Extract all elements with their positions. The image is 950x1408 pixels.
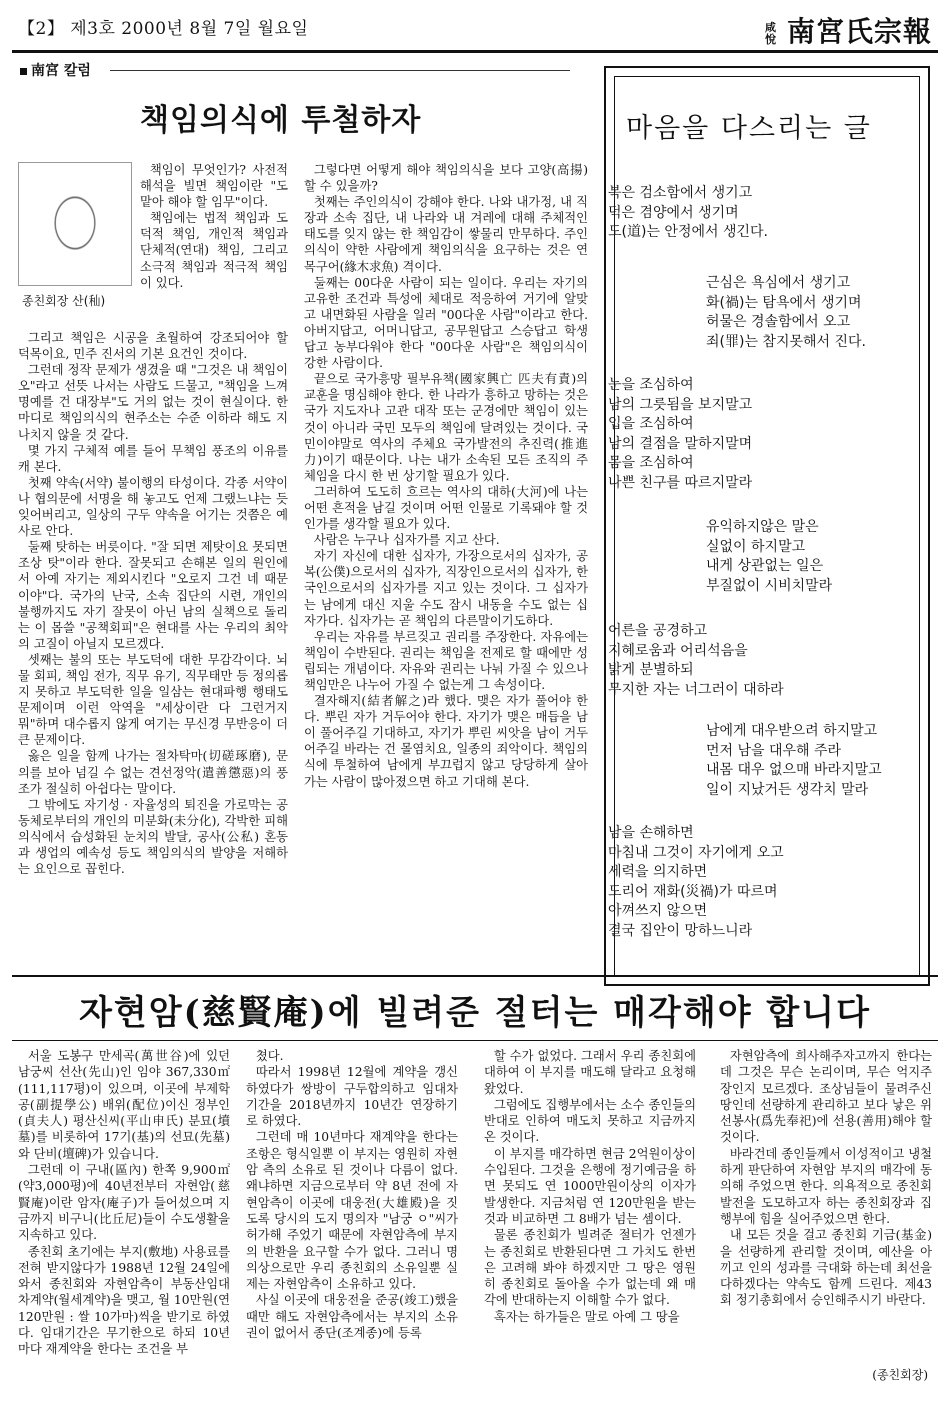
article1-col1 <box>18 330 288 877</box>
poem-line: 몸을 조심하여 <box>608 455 694 471</box>
paragraph: 그럼에도 집행부에서는 소수 종인들의 반대로 인하여 매도치 못하고 지금까지 온 것이다. <box>484 1097 696 1145</box>
paragraph: 자현암측에 희사해주자고까지 한다는데 그것은 무슨 논리이며, 무슨 억지주장인지 모르겠다. 조상님들이 물려주신 땅인데 선량하게 관리하고 보다 낳은 위선봉사(爲先奉祀)에 선용(善用)해야 할 것이다. <box>720 1049 932 1145</box>
poem-line: 밝게 분별하되 <box>608 662 694 678</box>
poem-line: 아껴쓰지 않으면 <box>608 903 708 919</box>
poem-line: 유익하지않은 말은 <box>706 519 819 535</box>
poem-stanza <box>706 274 866 352</box>
paragraph: 셋째는 불의 또는 부도덕에 대한 무감각이다. 뇌물 회피, 책임 전가, 직무 유기, 직무태만 등 정의롭지 못하고 부도덕한 일을 일삼는 현대파행 행태도 문제이며 이런 악역을 "세상이란 다 그런거지 뭐"하며 대수롭지 않게 여기는 무신경 무반응이 더 큰 문제이다. <box>18 652 288 748</box>
poem-line: 남에게 대우받으려 하지말고 <box>706 723 878 739</box>
poem-line: 남의 그릇됨을 보지말고 <box>608 396 753 413</box>
paragraph: 그런데 이 구내(區內) 한쪽 9,900㎡(약3,000평)에 40년전부터 자현암(慈賢庵)이란 암자(庵子)가 들어섰으며 지금까지 비구니(比丘尼)들이 수도생활을 지속하고 있다. <box>18 1163 230 1243</box>
paragraph: 종친회 초기에는 부지(敷地) 사용료를 전혀 받지않다가 1988년 12월 24일에 와서 종친회와 자현암측이 부동산임대차계약(월세계약)을 맺고, 월 10만원(연 120만원 : 쌀 10가마)씩을 받기로 하였다. 임대기간은 무기한으로 하되 10년마다 재계약을 한다는 조건을 부 <box>18 1244 230 1357</box>
paragraph: 쳤다. <box>255 1049 284 1063</box>
poem-line: 도(道)는 안정에서 생긴다. <box>608 224 768 240</box>
poem-line: 세력을 의지하면 <box>608 864 708 880</box>
middle-rule <box>12 975 938 977</box>
paragraph: 그리고 책임은 시공을 초월하여 강조되어야 할 덕목이요, 민주 진서의 기본 요건인 것이다. <box>18 331 288 362</box>
paragraph: 그 밖에도 자기성 · 자율성의 퇴진을 가로막는 공동체로부터의 개인의 미분화(未分化), 각박한 피해의식에서 습성화된 눈치의 발달, 공사(公私) 혼동과 생업의 예속성 등도 책임의식의 발양을 저해하는 요인으로 꼽힌다. <box>18 797 288 877</box>
poem-line: 도리어 재화(災禍)가 따르며 <box>608 883 778 900</box>
paragraph: 따라서 1998년 12월에 계약을 갱신하였다가 쌍방이 구두합의하고 임대차기간을 2018년까지 10년간 연장하기로 하였다. <box>246 1065 458 1129</box>
poem-line: 남을 손해하면 <box>608 825 694 841</box>
paragraph: 옳은 일을 함께 나가는 절차탁마(切磋琢磨), 문의를 보아 넘길 수 없는 견선정악(遣善懲惡)의 풍조가 절실히 아쉽다는 말이다. <box>18 749 288 796</box>
paragraph: 내 모든 것을 걸고 종친회 기금(基金)을 선량하게 관리할 것이며, 예산을 아끼고 인의 성과를 극대화 하는데 최선을 다하겠다는 약속도 함께 드린다. 제43회 정기총회에서 승인해주시기 바란다. <box>720 1228 932 1308</box>
poem-stanza <box>706 722 882 800</box>
section-rule <box>110 70 570 71</box>
poem-line: 지혜로움과 어리석음을 <box>608 642 748 659</box>
poem-stanza <box>608 184 768 243</box>
paragraph: 첫째는 주인의식이 강해야 한다. 나와 내가정, 내 직장과 소속 집단, 내 나라와 내 겨레에 대해 주체적인 태도를 잊지 않는 한 책임감이 쌓물리 만무하다. 주인의식이 약한 사람에게 책임의식을 요구하는 것은 연목구어(緣木求魚) 격이다. <box>304 195 588 274</box>
paragraph: 그런데 정작 문제가 생겼을 때 "그것은 내 책임이오"라고 선뜻 나서는 사람도 드물고, "책임을 느껴 명예를 건 대장부"도 거의 없는 것이 현실이다. 한마디로 책임의식의 현주소는 수준 이하라 해도 지나치지 않을 것 같다. <box>18 363 288 442</box>
paragraph: 둘째는 00다운 사람이 되는 일이다. 우리는 자기의 고유한 조건과 특성에 체대로 적응하여 거기에 알맞고 내면화된 사람을 일러 "00다운 사람"이라고 한다. 아버지답고, 어머니답고, 공무원답고 스승답고 학생답고 농부다워야 한다 "00다운 사람"은 책임의식이 강한 사람이다. <box>304 275 588 371</box>
poem-line: 먼저 남을 대우해 주라 <box>706 742 842 759</box>
article2-col1 <box>18 1048 230 1358</box>
middle-rule-2 <box>12 1040 938 1041</box>
photo-caption: 종친회장 산(秈) <box>22 294 106 308</box>
paragraph: 그런데 매 10년마다 재계약을 한다는 조항은 형식일뿐 이 부지는 영원히 자현암 측의 소유로 된 것이나 다름이 없다. 왜냐하면 지금으로부터 약 8년 전에 자현암측이 이곳에 대웅전(大雄殿)을 짓도록 당시의 도지 명의자 "남궁 ㅇ"씨가 허가해 주었기 때문에 자현암측에 부지의 반환을 요구할 수가 없다. 그러니 명의상으로만 우리 종친회의 소유일뿐 실제는 자현암측이 소유하고 있다. <box>246 1130 458 1292</box>
poem-line: 마침내 그것이 자기에게 오고 <box>608 844 784 861</box>
paragraph: 책임에는 법적 책임과 도덕적 책임, 개인적 책임과 단체적(연대) 책임, 그리고 소극적 책임과 적극적 책임이 있다. <box>140 211 288 290</box>
top-rule <box>12 50 938 53</box>
poem-line: 죄(罪)는 참지못해서 진다. <box>706 333 866 350</box>
paragraph: 자기 자신에 대한 십자가, 가장으로서의 십자가, 공복(公僕)으로서의 십자가, 직장인으로서의 십자가, 한국인으로서의 십자가를 지고 있는 것이다. 그 십자가는 남에게 대신 지울 수도 잠시 내동을 수도 없는 십자가다. 십자가는 곧 책임의 다른말이기도하다. <box>304 549 588 628</box>
paragraph: 몇 가지 구체적 예를 들어 무책임 풍조의 이유를 캐 본다. <box>18 443 288 474</box>
paragraph: 이 부지를 매각하면 현금 2억원이상이 수입된다. 그것을 은행에 정기예금을 하면 못되도 연 1000만원이상의 이자가 발생한다. 지금처럼 연 120만원을 받는 것과 비교하면 그 8배가 넘는 셈이다. <box>484 1146 696 1226</box>
poem-line: 결국 집안이 망하느니라 <box>608 922 753 939</box>
paragraph: 그러하여 도도히 흐르는 역사의 대하(大河)에 나는 어떤 흔적을 남길 것이며 어떤 인물로 기록돼야 할 것인가를 생각할 필요가 있다. <box>304 484 588 532</box>
paragraph: 사람은 누구나 십자가를 지고 산다. <box>313 533 500 548</box>
masthead-name: 南宮氏宗報 <box>786 15 932 48</box>
poem-title: 마음을 다스리는 글 <box>626 113 872 144</box>
paragraph: 둘째 탓하는 버릇이다. "잘 되면 제탓이요 못되면 조상 탓"이라 한다. 잘못되고 손해본 일의 원인에서 아예 자기는 제외시킨다 "오로지 그건 네 때문이야"다. 국가의 난국, 소속 집단의 시련, 개인의 불행까지도 자기 잘못이 아닌 남의 실책으로 돌리는 이 몹쓸 "공책회피"은 현대를 사는 우리의 최악의 고질이 아닐지 모르겠다. <box>18 540 288 651</box>
paragraph: 첫째 약속(서약) 불이행의 타성이다. 각종 서약이나 협의문에 서명을 해 놓고도 언제 그랬느냐는 듯 잊어버리고, 일상의 구두 약속을 어기는 것쯤은 예사로 안다. <box>18 475 288 539</box>
poem-line: 내몸 대우 없으매 바라지말고 <box>706 762 882 778</box>
author-photo <box>18 162 132 286</box>
article2-col3 <box>484 1048 696 1325</box>
article2-col2 <box>246 1048 458 1341</box>
poem-line: 허물은 경솔함에서 오고 <box>706 314 851 330</box>
paragraph: 책임이 무엇인가? 사전적 해석을 빌면 책임이란 "도맡아 해야 할 임무"이다. <box>140 163 288 210</box>
paragraph: 서울 도봉구 만세곡(萬世谷)에 있던 남궁씨 선산(先山)인 임야 367,330㎡(111,117평)이 있으며, 이곳에 부제학공(副提學公) 배위(配位)이신 정부인(貞夫人) 평산신씨(平山申氏) 분묘(墳墓)를 비롯하여 17기(基)의 선묘(先墓)와 단비(壇碑)가 있습니다. <box>18 1049 230 1161</box>
poem-stanza <box>706 518 832 596</box>
poem-line: 실없이 하지말고 <box>706 538 806 555</box>
poem-line: 부질없이 시비치말라 <box>706 577 833 594</box>
poem-line: 어른을 공경하고 <box>608 623 708 639</box>
paragraph: 그렇다면 어떻게 해야 책임의식을 보다 고양(高揚)할 수 있을까? <box>304 163 588 194</box>
square-bullet-icon <box>20 68 27 75</box>
paragraph: 끝으로 국가흥망 필부유책(國家興亡 匹夫有責)의 교훈을 명심해야 한다. 한 나라가 흥하고 망하는 것은 국가 지도자나 고관 대작 또는 군경에만 책임이 있는 것이 아니라 국민 모두의 책임에 달려있는 것이다. 국민이야말로 역사의 주체요 국가발전의 추진력(推進力)이기 때문이다. 나는 내가 소속된 모든 조직의 주체임을 다시 한 번 상기할 필요가 있다. <box>304 372 588 483</box>
signoff: (종친회장) <box>872 1368 928 1382</box>
paragraph: 결자해지(結者解之)라 했다. 맺은 자가 풀어야 한다. 뿌린 자가 거두어야 한다. 자기가 맺은 매듭을 남이 풀어주길 기대하고, 자기가 뿌린 씨앗을 남이 거두어주길 바라는 건 몰염치요, 일종의 죄악이다. 책임의식에 투철하여 남에게 부끄럽지 않고 당당하게 살아가는 사람이 많아졌으면 하고 기대해 본다. <box>304 694 588 789</box>
poem-line: 일이 지났거든 생각치 말라 <box>706 781 869 798</box>
section-label-text: 南宮 칼럼 <box>31 63 91 79</box>
article2-col4 <box>720 1048 932 1309</box>
paragraph: 바라건데 종인들께서 이성적이고 냉철하게 판단하여 자현암 부지의 매각에 동의해 주었으면 한다. 의욕적으로 종친회 발전을 도모하고자 하는 종친회장과 집행부에 힘을 실어주었으면 한다. <box>720 1146 932 1226</box>
paragraph: 사실 이곳에 대웅전을 준공(竣工)했을 때만 해도 자현암측에서는 부지의 소유권이 없어서 종단(조계종)에 등록 <box>246 1293 458 1341</box>
poem-stanza <box>608 622 784 700</box>
poem-stanza <box>608 824 784 941</box>
masthead-small: 咸悅 <box>764 20 777 46</box>
paragraph: 혹자는 하가들은 말로 아예 그 땅을 <box>493 1309 680 1324</box>
poem-line: 눈을 조심하여 <box>608 377 694 393</box>
poem-line: 남의 결점을 말하지말며 <box>608 435 753 452</box>
paragraph: 물론 종친회가 빌려준 절터가 언젠가는 종친회로 반환된다면 그 가치도 한번은 고려해 봐야 하겠지만 그 땅은 영원히 종친회로 돌아올 수가 없는데 왜 매각에 반대하는지 이해할 수가 없다. <box>484 1228 696 1308</box>
poem-line: 복은 검소함에서 생기고 <box>608 185 753 201</box>
poem-line: 무지한 자는 너그러이 대하라 <box>608 681 784 698</box>
poem-line: 화(禍)는 탐욕에서 생기며 <box>706 294 862 311</box>
paragraph: 할 수가 없었다. 그래서 우리 종친회에 대하여 이 부지를 매도해 달라고 요청해 왔었다. <box>484 1049 696 1096</box>
article2-title: 자현암(慈賢庵)에 빌려준 절터는 매각해야 합니다 <box>79 993 871 1033</box>
masthead <box>765 10 932 50</box>
article1-title: 책임의식에 투철하자 <box>140 103 422 138</box>
poem-line: 입을 조심하여 <box>608 416 694 432</box>
poem-line: 덕은 겸양에서 생기며 <box>608 204 739 221</box>
poem-line: 나쁜 친구를 따르지말라 <box>608 474 753 491</box>
section-label <box>20 60 91 80</box>
poem-stanza <box>608 376 752 493</box>
article1-col1-top <box>140 162 288 291</box>
issue-line: 【2】 제3호 2000년 8월 7일 월요일 <box>18 19 309 39</box>
poem-line: 내게 상관없는 일은 <box>706 558 824 574</box>
paragraph: 우리는 자유를 부르짖고 권리를 주장한다. 자유에는 책임이 수반된다. 권리는 책임을 전제로 할 때에만 성립되는 개념이다. 자유와 권리는 나눠 가질 수 있으나 책임만은 나누어 가질 수 없는게 그 속성이다. <box>304 629 588 692</box>
poem-line: 근심은 욕심에서 생기고 <box>706 275 851 291</box>
article1-col2 <box>304 162 588 790</box>
